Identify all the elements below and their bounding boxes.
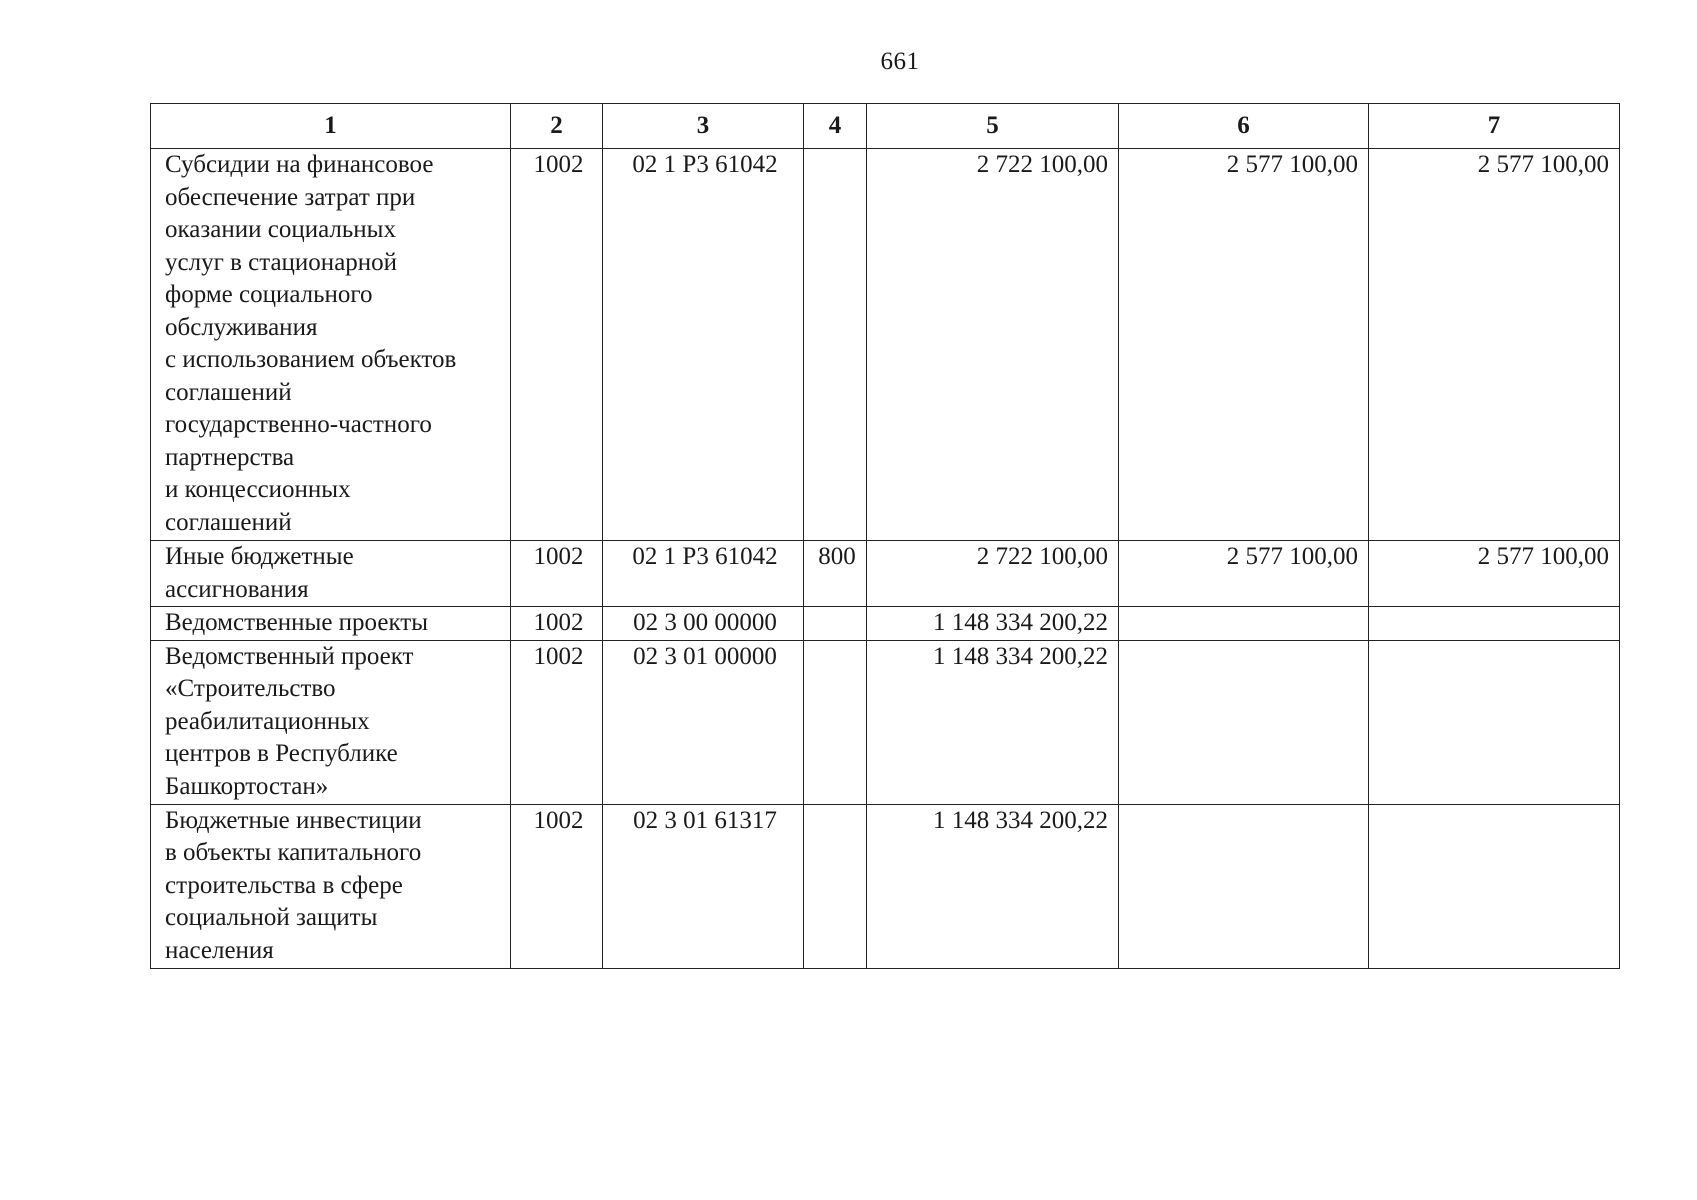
row-col6	[1119, 607, 1369, 641]
row-type	[804, 804, 867, 968]
row-name: Ведомственный проект «Строительство реабилитационных центров в Республике Башкортостан»	[151, 640, 511, 804]
header-row	[151, 104, 1620, 149]
row-name: Бюджетные инвестиции в объекты капитального строительства в сфере социальной защиты населения	[151, 804, 511, 968]
table-row	[151, 640, 1620, 804]
row-col7	[1369, 804, 1620, 968]
row-col5: 1 148 334 200,22	[867, 640, 1119, 804]
page-number: 661	[880, 48, 920, 75]
row-col6	[1119, 804, 1369, 968]
column-header: 2	[511, 104, 603, 149]
row-name: Ведомственные проекты	[151, 607, 511, 641]
column-header: 1	[151, 104, 511, 149]
row-code: 02 3 01 61317	[603, 804, 804, 968]
table-row	[151, 541, 1620, 607]
row-col7: 2 577 100,00	[1369, 149, 1620, 541]
row-col7: 2 577 100,00	[1369, 541, 1620, 607]
table-row	[151, 804, 1620, 968]
column-header: 5	[867, 104, 1119, 149]
row-col6: 2 577 100,00	[1119, 149, 1369, 541]
column-header: 3	[603, 104, 804, 149]
column-header: 4	[804, 104, 867, 149]
row-code: 02 1 Р3 61042	[603, 541, 804, 607]
row-section: 1002	[511, 640, 603, 804]
row-col5: 2 722 100,00	[867, 149, 1119, 541]
row-type: 800	[804, 541, 867, 607]
budget-table	[150, 103, 1620, 969]
row-code: 02 1 Р3 61042	[603, 149, 804, 541]
row-col5: 2 722 100,00	[867, 541, 1119, 607]
row-type	[804, 607, 867, 641]
column-header: 6	[1119, 104, 1369, 149]
row-section: 1002	[511, 804, 603, 968]
row-col6: 2 577 100,00	[1119, 541, 1369, 607]
row-type	[804, 149, 867, 541]
row-name: Субсидии на финансовое обеспечение затрат при оказании социальных услуг в стационарной форме социального обслуживания с использованием объектов соглашений государственно-частного партнерства и концессионных соглашений	[151, 149, 511, 541]
row-col7	[1369, 640, 1620, 804]
row-col5: 1 148 334 200,22	[867, 607, 1119, 641]
row-code: 02 3 01 00000	[603, 640, 804, 804]
table-row	[151, 607, 1620, 641]
column-header: 7	[1369, 104, 1620, 149]
row-col6	[1119, 640, 1369, 804]
row-type	[804, 640, 867, 804]
table-row	[151, 149, 1620, 541]
row-section: 1002	[511, 149, 603, 541]
row-code: 02 3 00 00000	[603, 607, 804, 641]
row-section: 1002	[511, 607, 603, 641]
row-section: 1002	[511, 541, 603, 607]
row-name: Иные бюджетные ассигнования	[151, 541, 511, 607]
row-col7	[1369, 607, 1620, 641]
row-col5: 1 148 334 200,22	[867, 804, 1119, 968]
